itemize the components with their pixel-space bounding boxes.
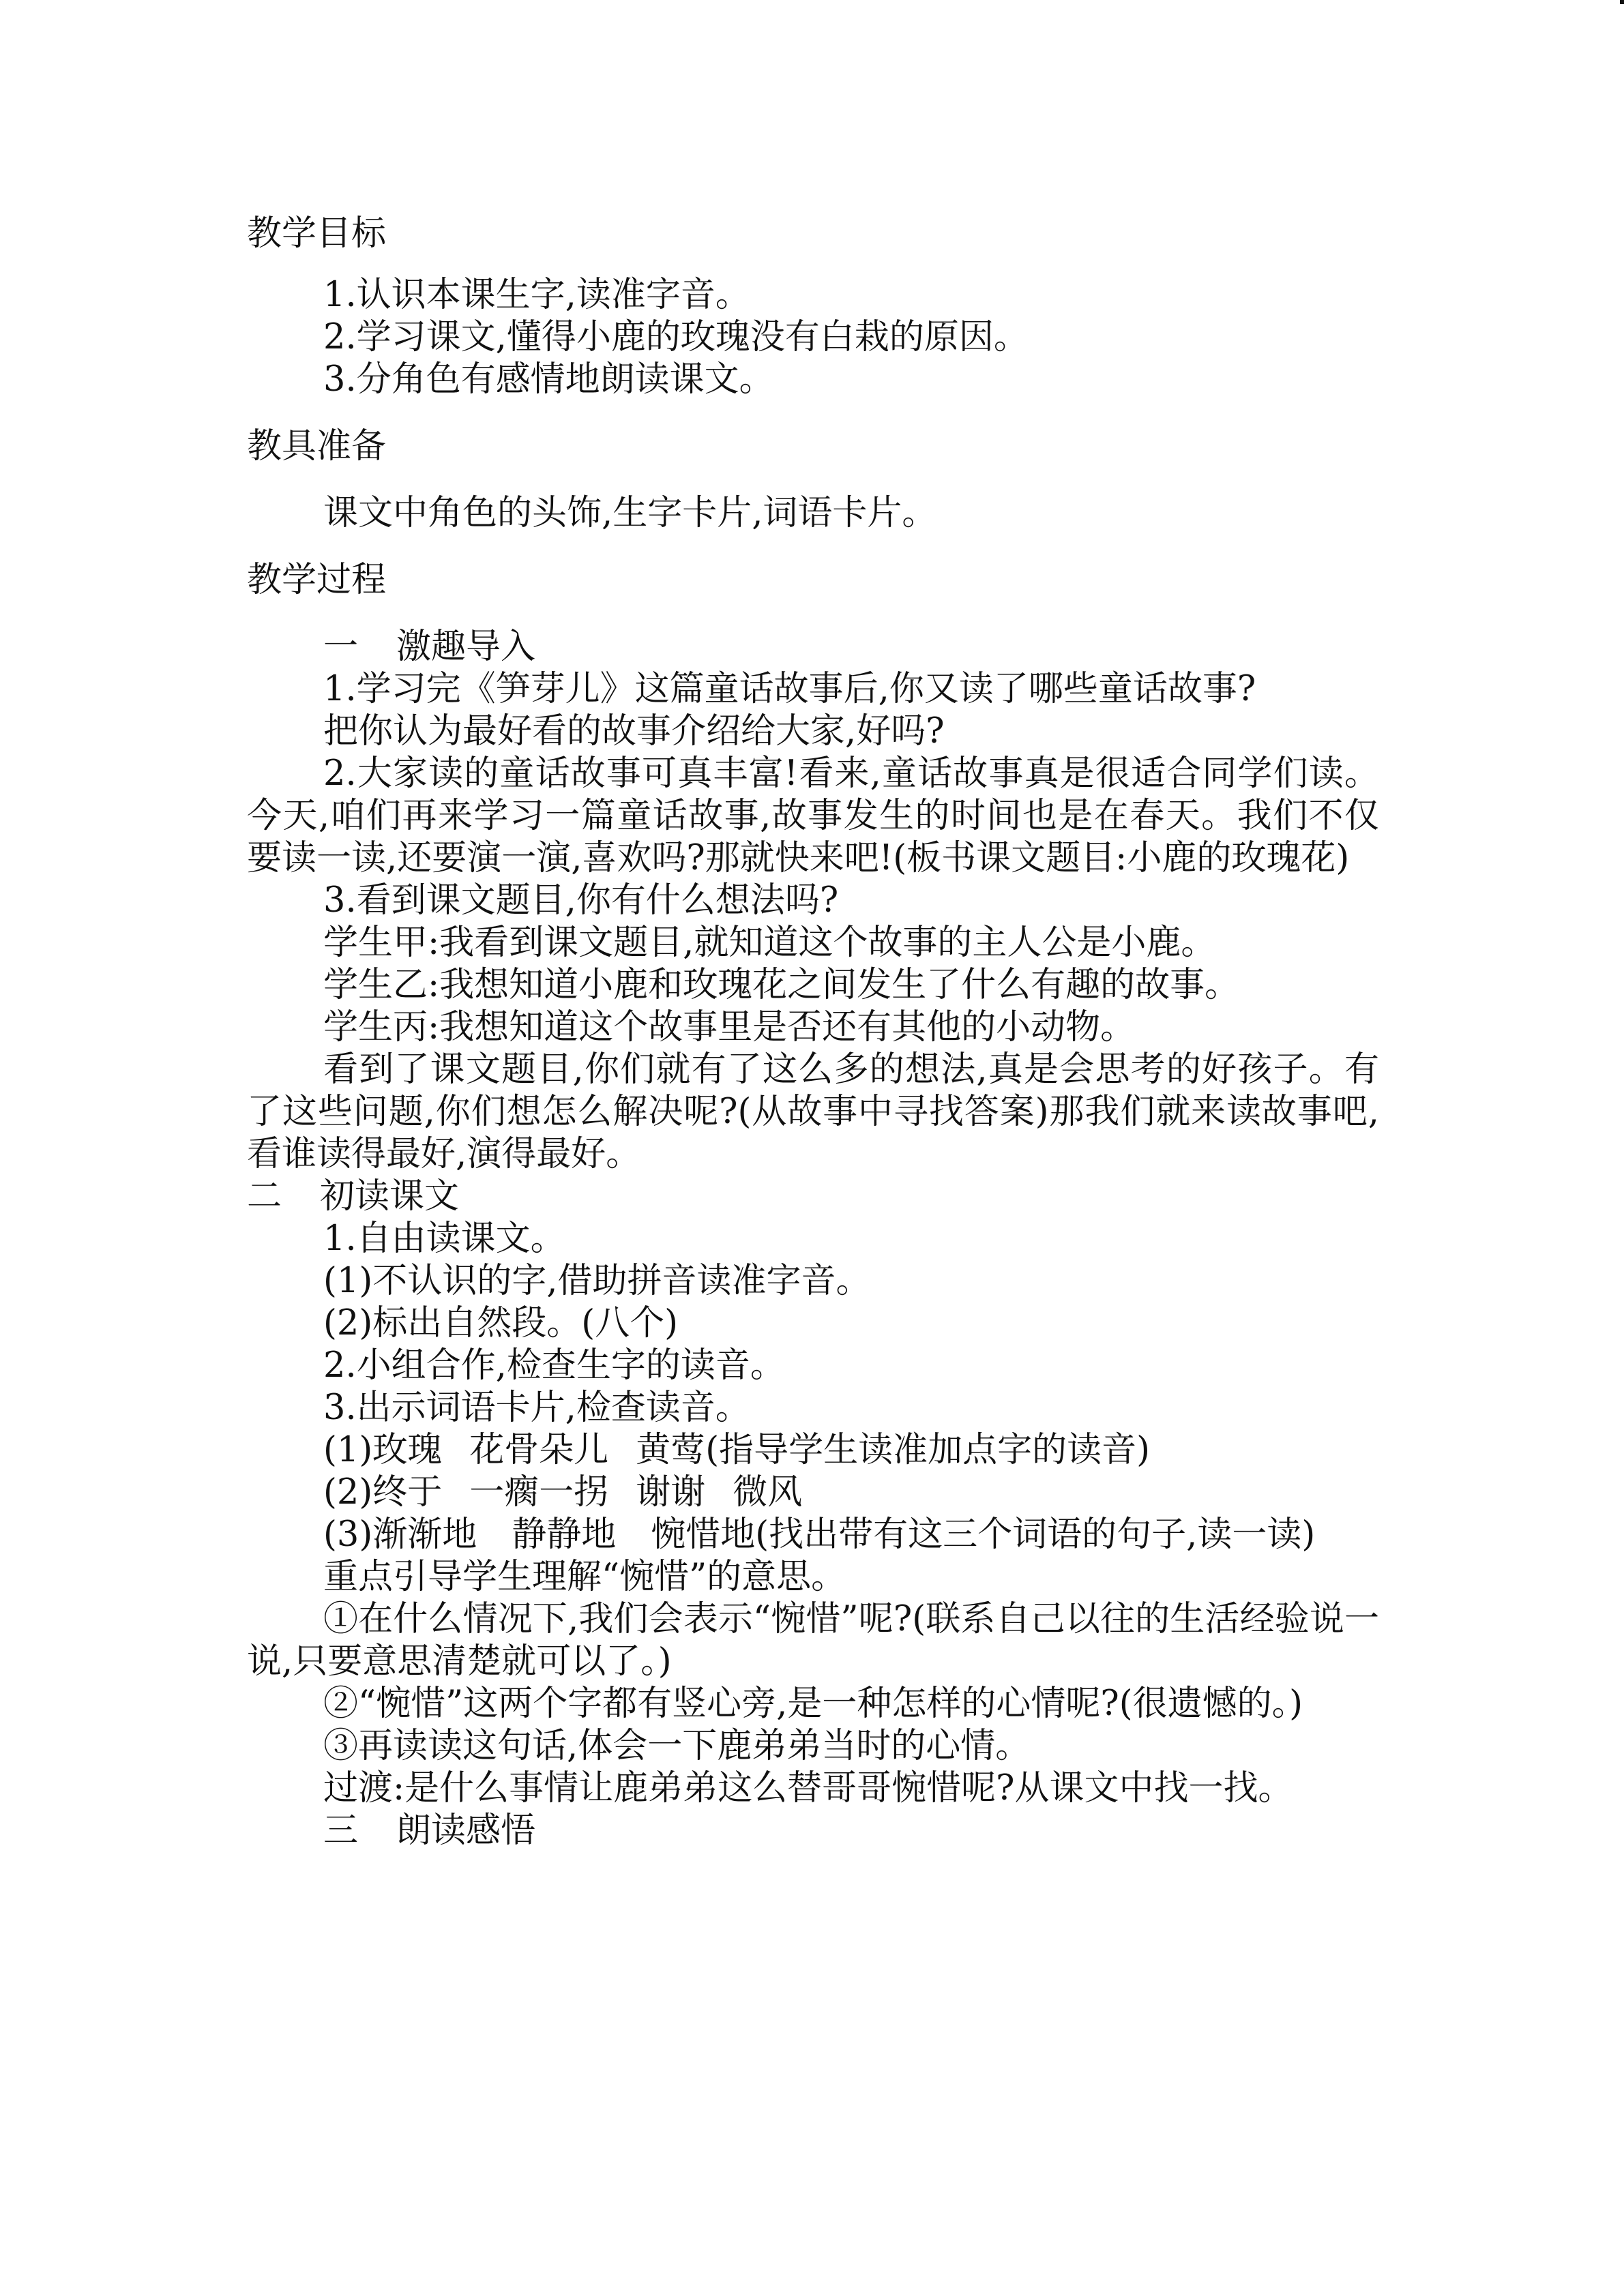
word: 一瘸一拐 — [469, 1472, 609, 1512]
part1-title — [247, 626, 1379, 668]
paragraph: 3.看到课文题目,你有什么想法吗? — [323, 880, 839, 921]
part-number: 二 — [247, 1176, 282, 1217]
paragraph: 1.学习完《笋芽儿》这篇童话故事后,你又读了哪些童话故事? — [323, 669, 1256, 709]
student-answer: 学生乙:我想知道小鹿和玫瑰花之间发生了什么有趣的故事。 — [323, 965, 1240, 1005]
word: 黄莺(指导学生读准加点字的读音) — [636, 1430, 1151, 1470]
paragraph: 过渡:是什么事情让鹿弟弟这么替哥哥惋惜呢?从课文中找一找。 — [323, 1768, 1293, 1808]
word: (2)终于 — [323, 1472, 443, 1512]
paragraph: 1.自由读课文。 — [323, 1219, 565, 1259]
paragraph: 3.出示词语卡片,检查读音。 — [323, 1388, 750, 1428]
word-card-row — [247, 1429, 1379, 1472]
part3-title — [247, 1810, 1379, 1852]
section-heading-tools: 教具准备 — [247, 426, 387, 466]
section-heading-process: 教学过程 — [247, 560, 387, 600]
tools-text: 课文中角色的头饰,生字卡片,词语卡片。 — [323, 493, 937, 533]
document-page — [247, 213, 1379, 1852]
part-number: 一 — [323, 627, 359, 667]
word-card-row — [247, 1472, 1379, 1514]
word: 花骨朵儿 — [469, 1430, 609, 1470]
paragraph: 2.小组合作,检查生字的读音。 — [323, 1345, 785, 1386]
word-card-row: (3)渐渐地 静静地 惋惜地(找出带有这三个词语的句子,读一读) — [323, 1515, 1316, 1555]
part-title: 激趣导入 — [396, 627, 536, 667]
paragraph: (2)标出自然段。(八个) — [323, 1303, 679, 1343]
paragraph: 把你认为最好看的故事介绍给大家,好吗? — [323, 711, 945, 751]
part-title: 朗读感悟 — [396, 1810, 536, 1851]
paragraph: 重点引导学生理解“惋惜”的意思。 — [323, 1557, 846, 1597]
paragraph: ①在什么情况下,我们会表示“惋惜”呢?(联系自己以往的生活经验说一说,只要意思清楚就可以了。) — [247, 1599, 1379, 1682]
goals-list — [247, 274, 1379, 401]
part-title: 初读课文 — [320, 1176, 460, 1217]
goal-item: 2.学习课文,懂得小鹿的玫瑰没有白栽的原因。 — [323, 317, 1029, 357]
word: 微风 — [733, 1472, 803, 1512]
paragraph: 2.大家读的童话故事可真丰富!看来,童话故事真是很适合同学们读。今天,咱们再来学习一篇童话故事,故事发生的时间也是在春天。我们不仅要读一读,还要演一演,喜欢吗?那就快来吧!(板书课文题目:小鹿的玫瑰花) — [247, 754, 1379, 878]
section-heading-goals: 教学目标 — [247, 213, 387, 254]
student-answer: 学生丙:我想知道这个故事里是否还有其他的小动物。 — [323, 1007, 1136, 1047]
goal-item: 3.分角色有感情地朗读课文。 — [323, 359, 774, 400]
student-answer: 学生甲:我看到课文题目,就知道这个故事的主人公是小鹿。 — [323, 923, 1216, 963]
goal-item: 1.认识本课生字,读准字音。 — [323, 275, 750, 315]
part2-title — [247, 1176, 1379, 1218]
word: (1)玫瑰 — [323, 1430, 443, 1470]
paragraph: ②“惋惜”这两个字都有竖心旁,是一种怎样的心情呢?(很遗憾的。) — [323, 1684, 1303, 1724]
word: 谢谢 — [636, 1472, 706, 1512]
paragraph: ③再读读这句话,体会一下鹿弟弟当时的心情。 — [323, 1726, 1031, 1766]
part-number: 三 — [323, 1810, 359, 1851]
paragraph: (1)不认识的字,借助拼音读准字音。 — [323, 1261, 871, 1301]
paragraph: 看到了课文题目,你们就有了这么多的想法,真是会思考的好孩子。有了这些问题,你们想怎么解决呢?(从故事中寻找答案)那我们就来读故事吧,看谁读得最好,演得最好。 — [247, 1049, 1379, 1174]
corner-mark — [1620, 0, 1624, 4]
